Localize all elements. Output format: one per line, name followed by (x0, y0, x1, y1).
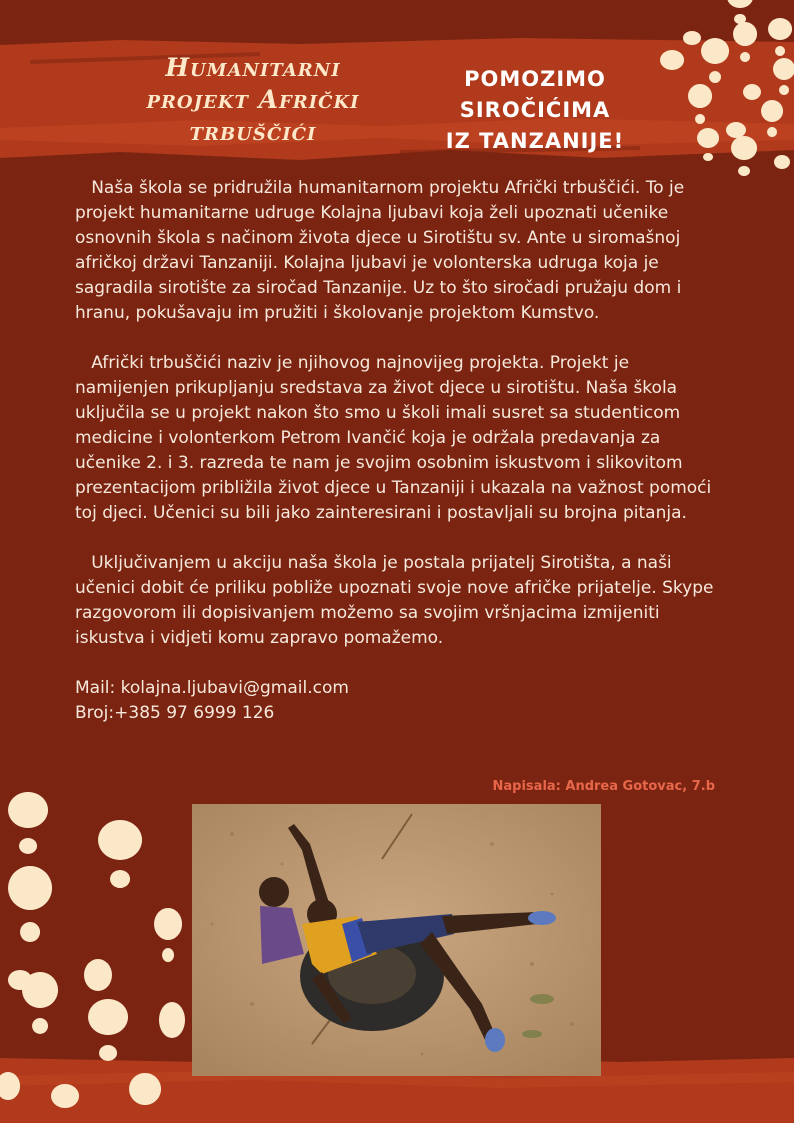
article-paragraph: Afrički trbuščići naziv je njihovog najnovijeg projekta. Projekt je namijenjen prikupljanju sredstava za život djece u sirotištu. Naša škola uključila se u projekt nakon što smo u školi imali susret sa studenticom medicine i volonterkom Petrom Ivančić koja je održala predavanja za učenike 2. i 3. razreda te nam je svojim osobnim iskustvom i slikovitom prezentacijom približila život djece u Tanzaniji i ukazala na važnost pomoći toj djeci. Učenici su bili jako zainteresirani i postavljali su brojna pitanja. (75, 353, 712, 523)
article-paragraph: Naša škola se pridružila humanitarnom projektu Afrički trbuščići. To je projekt humanitarne udruge Kolajna ljubavi koja želi upoznati učenike osnovnih škola s načinom života djece u Sirotištu sv. Ante u siromašnoj afričkoj državi Tanzaniji. Kolajna ljubavi je volonterska udruga koja je sagradila sirotište za siročad Tanzanije. Uz to što siročadi pružaju dom i hranu, pokušavaju im pružiti i školovanje projektom Kumstvo. (75, 178, 685, 323)
slogan (430, 64, 640, 157)
author-byline: Napisala: Andrea Gotovac, 7.b (492, 779, 715, 794)
photo-children-on-tire (192, 804, 601, 1076)
project-title-line: Humanitarni (165, 53, 341, 82)
contact-mail: Mail: kolajna.ljubavi@gmail.com (75, 678, 349, 698)
slogan-line: IZ TANZANIJE! (445, 129, 625, 153)
article-paragraph: Uključivanjem u akciju naša škola je postala prijatelj Sirotišta, a naši učenici dobit će priliku pobliže upoznati svoje nove afričke prijatelje. Skype razgovorom ili dopisivanjem možemo sa svojim vršnjacima izmijeniti iskustva i vidjeti komu zapravo pomažemo. (75, 553, 714, 648)
slogan-line: SIROČIĆIMA (459, 98, 611, 122)
project-title-line: trbuščići (189, 117, 317, 146)
article-body (75, 176, 725, 726)
contact-phone: Broj:+385 97 6999 126 (75, 703, 275, 723)
slogan-line: POMOZIMO (464, 67, 606, 91)
project-title (88, 52, 418, 148)
project-title-line: projekt Afrički (146, 85, 360, 114)
